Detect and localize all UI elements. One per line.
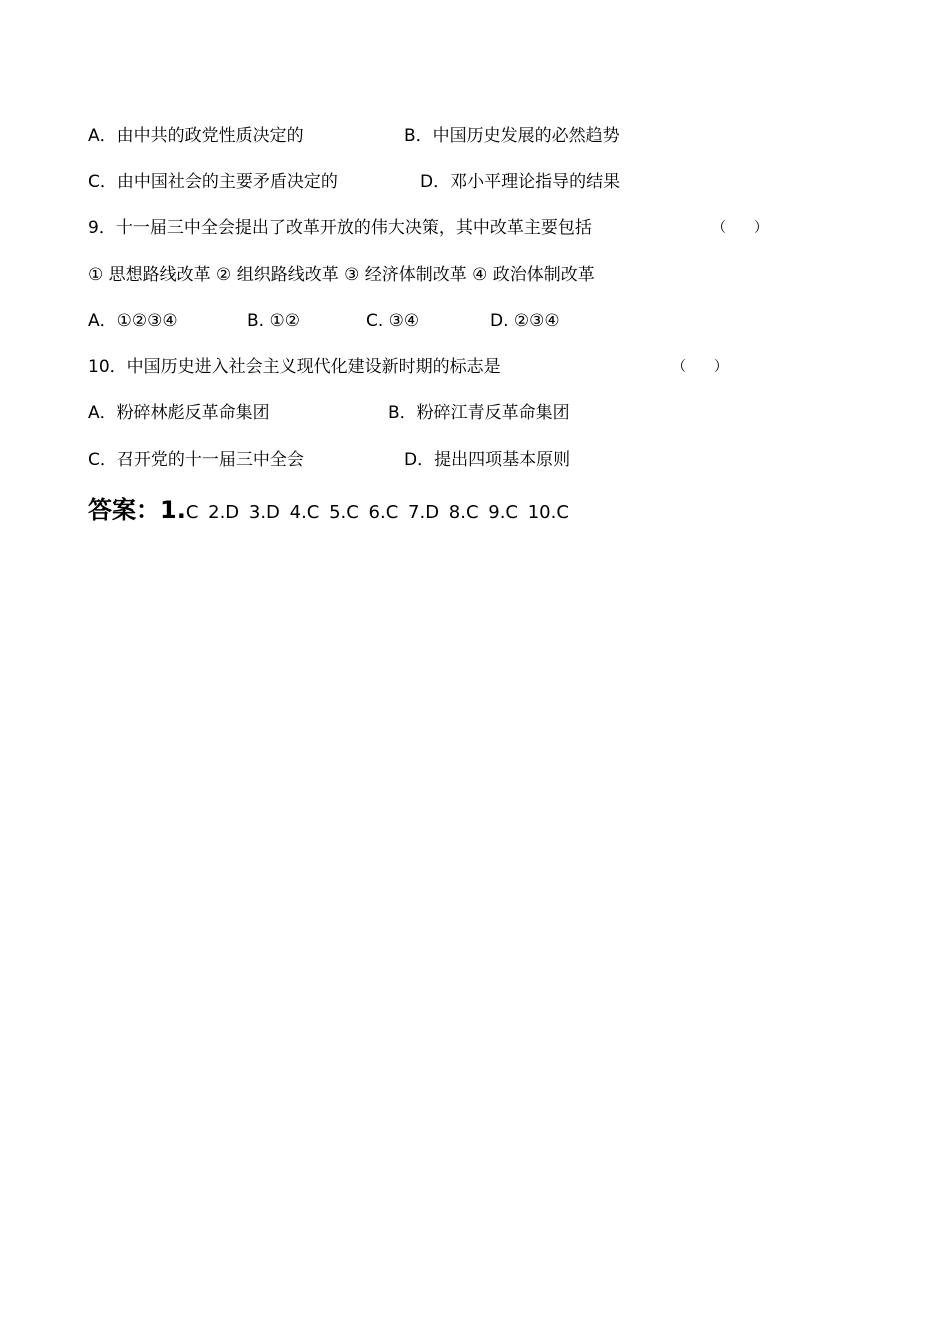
answer-first-number: 1. (160, 496, 186, 524)
q8-option-c: C．由中国社会的主要矛盾决定的 (88, 172, 338, 192)
q9-option-a: A．①②③④ (88, 311, 178, 331)
q9-option-c: C. ③④ (366, 311, 420, 331)
q10-option-c: C．召开党的十一届三中全会 (88, 450, 304, 470)
q8-option-b: B．中国历史发展的必然趋势 (404, 126, 620, 146)
q9-answer-paren: （ ） (712, 220, 768, 236)
q10-option-a: A．粉碎林彪反革命集团 (88, 403, 270, 423)
q8-option-a: A．由中共的政党性质决定的 (88, 126, 304, 146)
q9-items: ① 思想路线改革 ② 组织路线改革 ③ 经济体制改革 ④ 政治体制改革 (88, 265, 595, 285)
q10-answer-paren: （ ） (672, 359, 728, 375)
q10-stem: 10．中国历史进入社会主义现代化建设新时期的标志是 (88, 357, 501, 377)
q9-option-d: D. ②③④ (490, 311, 560, 331)
answer-list: C 2.D 3.D 4.C 5.C 6.C 7.D 8.C 9.C 10.C (185, 502, 569, 523)
q10-option-b: B．粉碎江青反革命集团 (388, 403, 570, 423)
q9-stem: 9．十一届三中全会提出了改革开放的伟大决策，其中改革主要包括 (88, 218, 592, 238)
q9-option-b: B. ①② (247, 311, 300, 331)
answer-key (88, 490, 569, 526)
q8-option-d: D．邓小平理论指导的结果 (420, 172, 621, 192)
answer-label: 答案： (88, 496, 160, 524)
q10-option-d: D．提出四项基本原则 (404, 450, 571, 470)
